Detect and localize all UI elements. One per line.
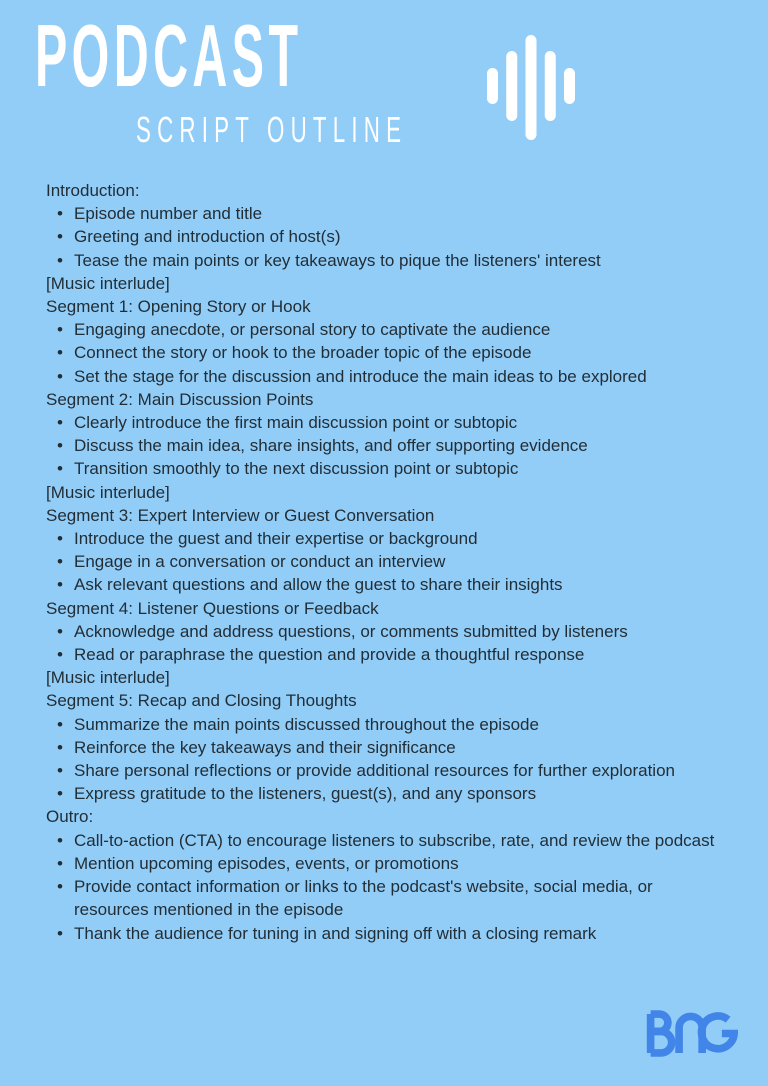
music-interlude-note: [Music interlude] xyxy=(46,482,170,502)
bullet-item: • Set the stage for the discussion and introduce the main ideas to be explored xyxy=(46,365,721,388)
bullet-item: • Engaging anecdote, or personal story to captivate the audience xyxy=(46,318,721,341)
music-interlude-note: [Music interlude] xyxy=(46,273,170,293)
section-list-segment-3 xyxy=(46,527,721,597)
section-list-segment-4 xyxy=(46,620,721,666)
audio-waveform-icon xyxy=(487,35,575,140)
section-header-segment-1: Segment 1: Opening Story or Hook xyxy=(46,297,311,317)
section-header-outro: Outro: xyxy=(46,807,94,827)
bullet-item: • Introduce the guest and their expertise or background xyxy=(46,527,721,550)
bullet-item: • Call-to-action (CTA) to encourage listeners to subscribe, rate, and review the podcast xyxy=(46,829,721,852)
section-list-outro xyxy=(46,829,721,945)
bullet-item: • Discuss the main idea, share insights, and offer supporting evidence xyxy=(46,434,721,457)
section-header-segment-5: Segment 5: Recap and Closing Thoughts xyxy=(46,691,357,711)
bullet-item: • Reinforce the key takeaways and their significance xyxy=(46,736,721,759)
section-list-segment-2 xyxy=(46,411,721,481)
bullet-item: • Connect the story or hook to the broader topic of the episode xyxy=(46,341,721,364)
bullet-item: • Tease the main points or key takeaways to pique the listeners' interest xyxy=(46,249,721,272)
section-header-segment-2: Segment 2: Main Discussion Points xyxy=(46,389,314,409)
bullet-item: • Read or paraphrase the question and provide a thoughtful response xyxy=(46,643,721,666)
bng-logo xyxy=(643,1010,738,1057)
page-title: PODCAST xyxy=(35,6,303,105)
bullet-item: • Transition smoothly to the next discussion point or subtopic xyxy=(46,457,721,480)
music-interlude-note: [Music interlude] xyxy=(46,668,170,688)
bullet-item: • Mention upcoming episodes, events, or promotions xyxy=(46,852,721,875)
bullet-item: • Express gratitude to the listeners, guest(s), and any sponsors xyxy=(46,782,721,805)
bullet-item: • Episode number and title xyxy=(46,202,721,225)
bullet-item: • Ask relevant questions and allow the guest to share their insights xyxy=(46,573,721,596)
bullet-item: • Clearly introduce the first main discussion point or subtopic xyxy=(46,411,721,434)
section-list-segment-5 xyxy=(46,713,721,806)
bullet-item: • Provide contact information or links to the podcast's website, social media, or resources mentioned in the episode xyxy=(46,875,721,921)
bullet-item: • Engage in a conversation or conduct an interview xyxy=(46,550,721,573)
bullet-item: • Thank the audience for tuning in and signing off with a closing remark xyxy=(46,922,721,945)
section-header-segment-3: Segment 3: Expert Interview or Guest Conversation xyxy=(46,505,435,525)
bullet-item: • Acknowledge and address questions, or comments submitted by listeners xyxy=(46,620,721,643)
section-header-introduction: Introduction: xyxy=(46,181,140,200)
bullet-item: • Summarize the main points discussed throughout the episode xyxy=(46,713,721,736)
bullet-item: • Greeting and introduction of host(s) xyxy=(46,225,721,248)
section-list-introduction xyxy=(46,202,721,272)
section-header-segment-4: Segment 4: Listener Questions or Feedback xyxy=(46,598,379,618)
page-subtitle: SCRIPT OUTLINE xyxy=(136,109,408,150)
bng-logo-text xyxy=(0,0,1,1)
script-outline xyxy=(46,179,721,945)
bullet-item: • Share personal reflections or provide additional resources for further exploration xyxy=(46,759,721,782)
section-list-segment-1 xyxy=(46,318,721,388)
